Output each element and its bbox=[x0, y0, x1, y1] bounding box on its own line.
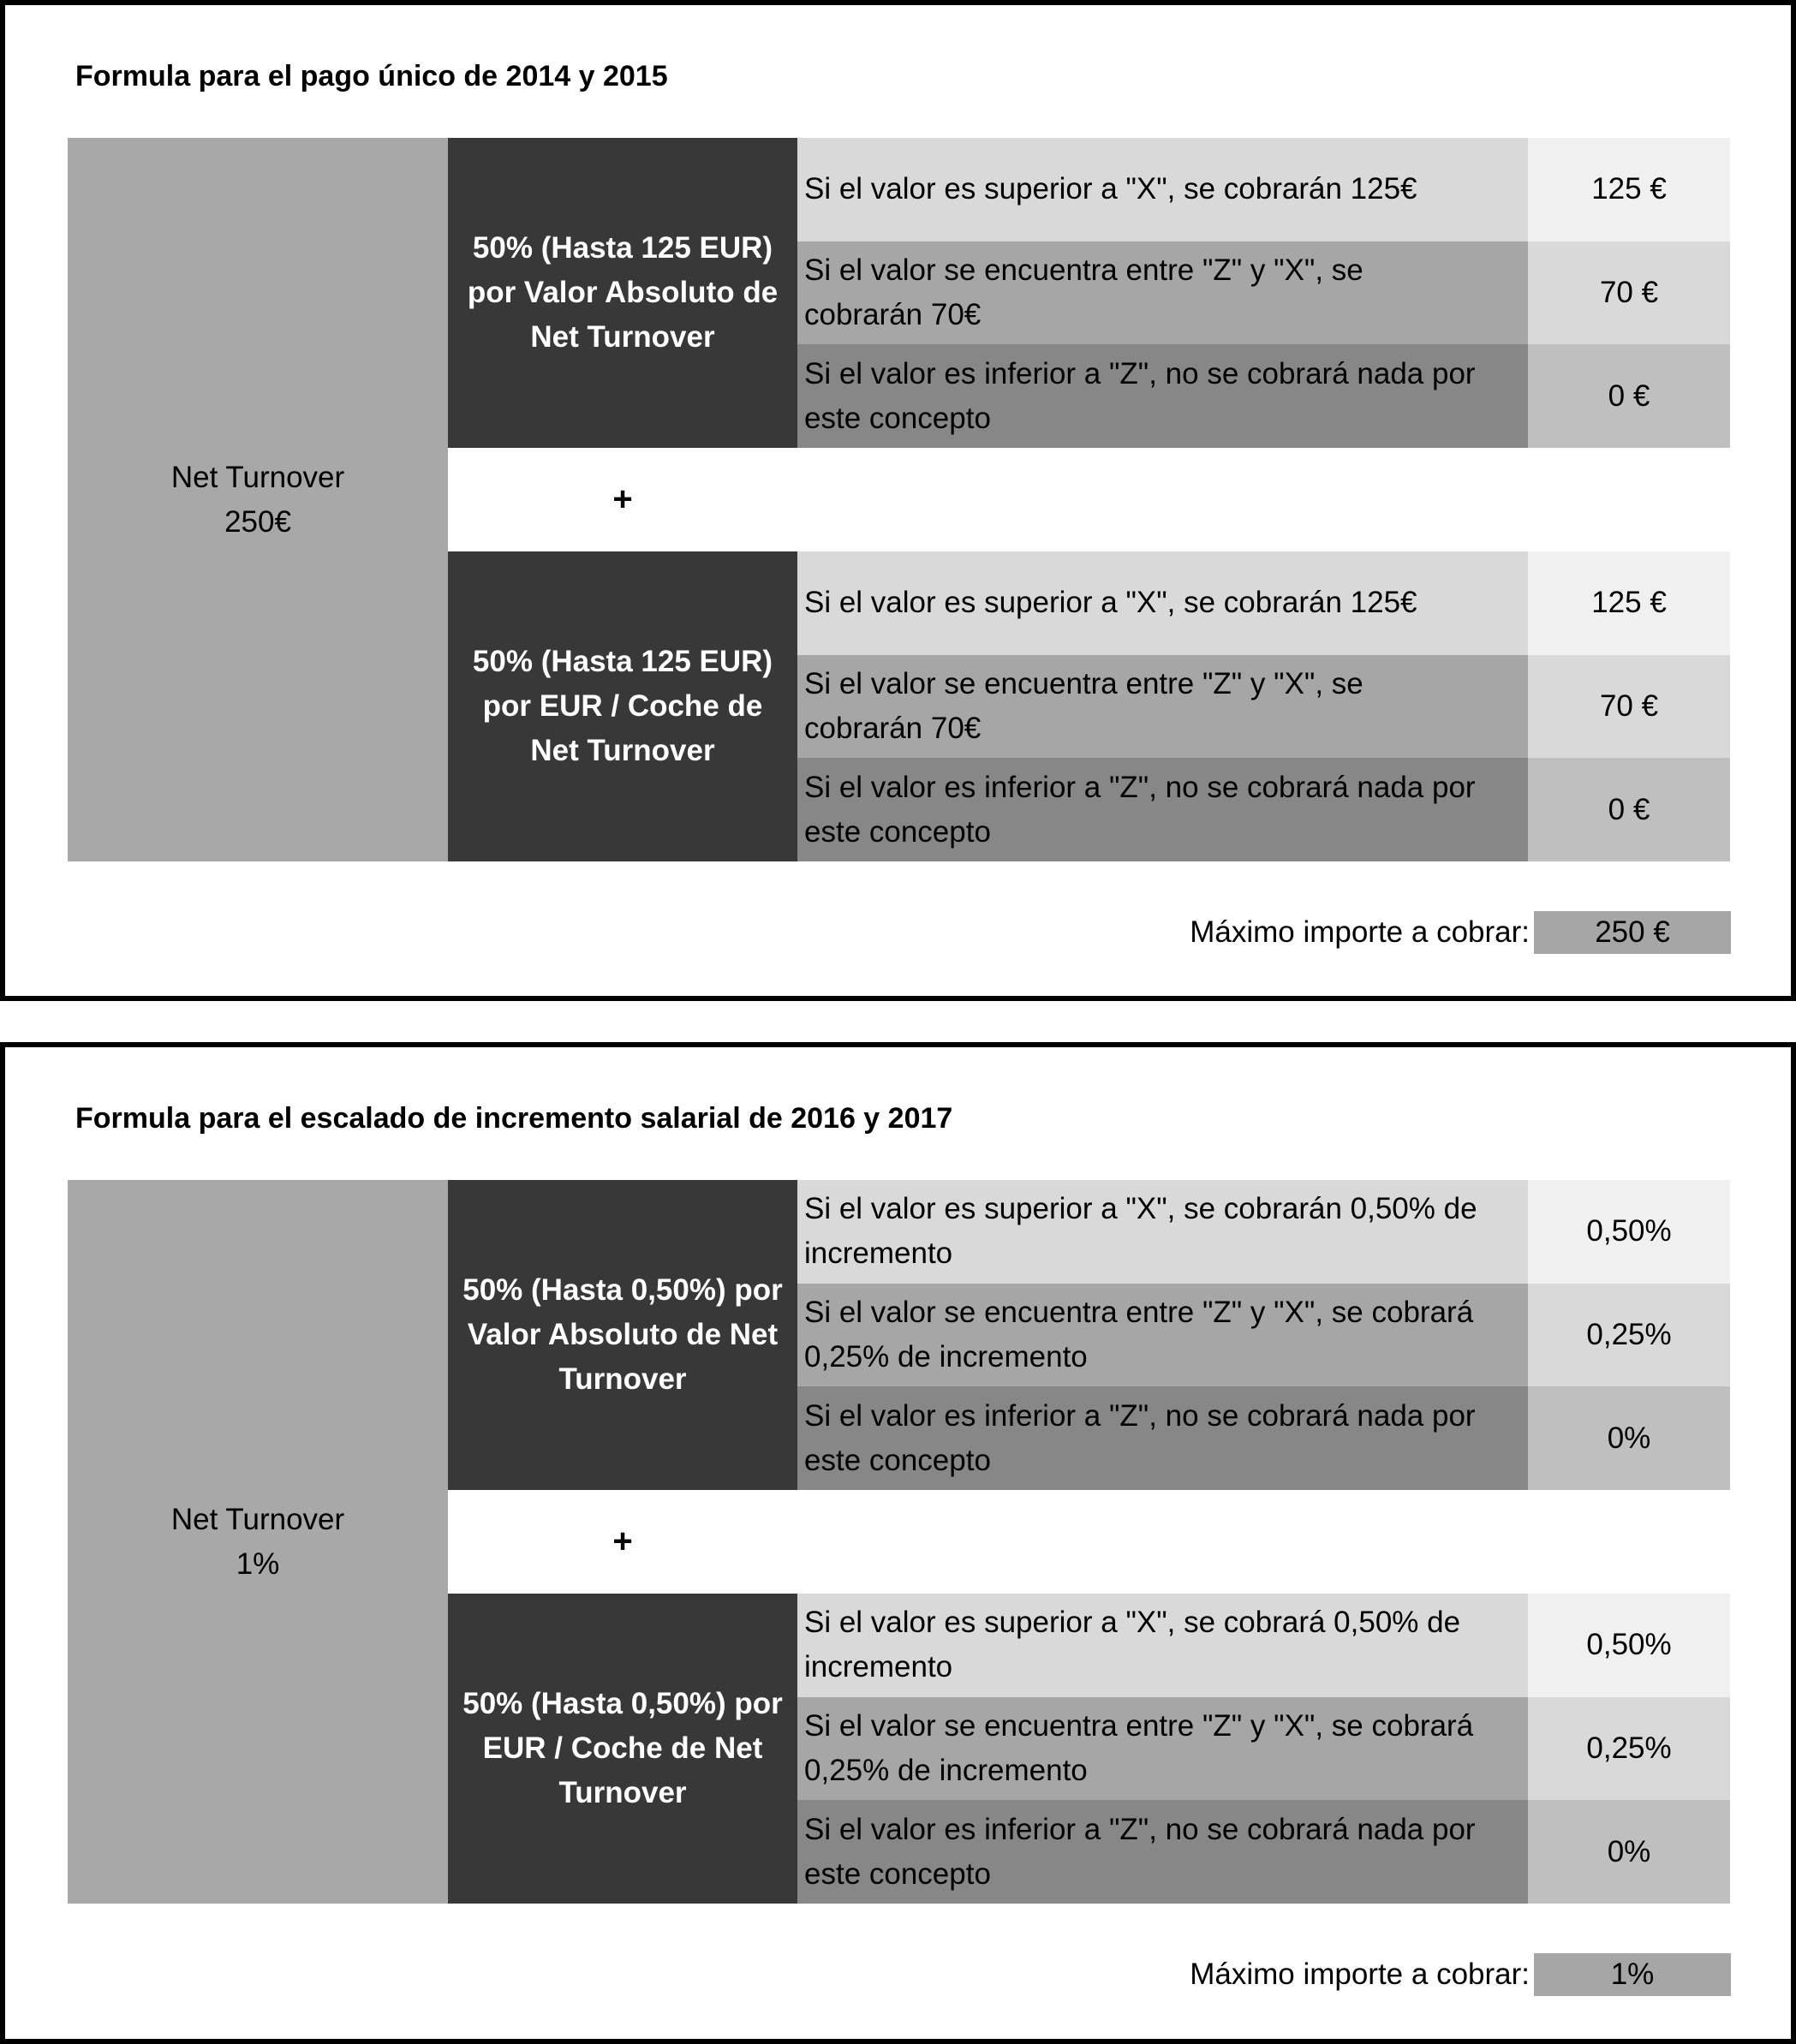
condition-text: 0,25% de incremento bbox=[804, 1753, 1088, 1787]
condition-entre bbox=[797, 241, 1528, 345]
condition-value: 0 € bbox=[1528, 758, 1730, 861]
condition-superior bbox=[797, 138, 1528, 241]
condition-value: 125 € bbox=[1528, 138, 1730, 241]
condition-text: este concepto bbox=[804, 1443, 991, 1477]
condition-value: 70 € bbox=[1528, 241, 1730, 345]
condition-value: 0,50% bbox=[1528, 1180, 1730, 1284]
condition-superior bbox=[797, 1180, 1528, 1284]
component-label-valor-absoluto bbox=[448, 138, 797, 448]
condition-superior bbox=[797, 1594, 1528, 1697]
net-turnover-total bbox=[68, 138, 448, 861]
condition-text: Si el valor es superior a "X", se cobrarán 125€ bbox=[804, 172, 1417, 206]
condition-entre bbox=[797, 1284, 1528, 1387]
component-label-line: por Valor Absoluto de bbox=[467, 276, 779, 310]
condition-text: Si el valor se encuentra entre "Z" y "X", se bbox=[804, 253, 1363, 288]
formula-table bbox=[68, 1180, 1730, 1904]
condition-text: cobrarán 70€ bbox=[804, 298, 982, 332]
condition-text: incremento bbox=[804, 1237, 953, 1271]
condition-text: Si el valor es inferior a "Z", no se cobrará nada por bbox=[804, 1398, 1476, 1433]
condition-text: incremento bbox=[804, 1650, 953, 1684]
component-label-line: 50% (Hasta 125 EUR) bbox=[472, 644, 773, 678]
condition-text: Si el valor se encuentra entre "Z" y "X", se cobrará bbox=[804, 1296, 1474, 1330]
plus-sign: + bbox=[448, 1490, 797, 1594]
max-amount-value: 1% bbox=[1534, 1953, 1731, 1996]
component-label-line: Turnover bbox=[558, 1362, 687, 1397]
component-label-line: 50% (Hasta 0,50%) por bbox=[462, 1273, 783, 1308]
net-turnover-label: Net Turnover bbox=[170, 460, 345, 494]
condition-entre bbox=[797, 1697, 1528, 1801]
condition-text: Si el valor es inferior a "Z", no se cobrará nada por bbox=[804, 770, 1476, 804]
condition-value: 70 € bbox=[1528, 655, 1730, 759]
condition-text: este concepto bbox=[804, 814, 991, 849]
component-label-line: Turnover bbox=[558, 1775, 687, 1809]
max-amount-label: Máximo importe a cobrar: bbox=[1190, 1958, 1530, 1991]
net-turnover-amount: 250€ bbox=[224, 504, 291, 539]
condition-text: Si el valor es superior a "X", se cobrarán 0,50% de bbox=[804, 1192, 1477, 1226]
component-label-valor-absoluto bbox=[448, 1180, 797, 1490]
component-label-line: Net Turnover bbox=[530, 320, 715, 355]
condition-inferior bbox=[797, 1386, 1528, 1490]
condition-inferior bbox=[797, 344, 1528, 448]
condition-text: este concepto bbox=[804, 1856, 991, 1891]
component-label-eur-coche bbox=[448, 1594, 797, 1904]
condition-entre bbox=[797, 655, 1528, 759]
max-amount-label: Máximo importe a cobrar: bbox=[1190, 915, 1530, 949]
condition-text: Si el valor es inferior a "Z", no se cobrará nada por bbox=[804, 1812, 1476, 1846]
max-amount-value: 250 € bbox=[1534, 911, 1731, 954]
net-turnover-label: Net Turnover bbox=[170, 1502, 345, 1536]
component-label-line: 50% (Hasta 0,50%) por bbox=[462, 1686, 783, 1720]
component-label-line: Net Turnover bbox=[530, 733, 715, 767]
net-turnover-amount: 1% bbox=[236, 1546, 280, 1581]
condition-text: este concepto bbox=[804, 401, 991, 435]
condition-text: cobrarán 70€ bbox=[804, 711, 982, 745]
condition-text: 0,25% de incremento bbox=[804, 1340, 1088, 1374]
condition-text: Si el valor es inferior a "Z", no se cobrará nada por bbox=[804, 356, 1476, 390]
condition-value: 0% bbox=[1528, 1800, 1730, 1904]
formula-table bbox=[68, 138, 1730, 861]
component-label-line: por EUR / Coche de bbox=[482, 688, 763, 723]
condition-value: 0 € bbox=[1528, 344, 1730, 448]
component-label-line: 50% (Hasta 125 EUR) bbox=[472, 231, 773, 265]
panel-incremento-salarial bbox=[0, 1042, 1796, 2044]
panel-title: Formula para el pago único de 2014 y 2015 bbox=[75, 60, 668, 92]
condition-text: Si el valor es superior a "X", se cobrarán 125€ bbox=[804, 586, 1417, 620]
component-label-line: EUR / Coche de Net bbox=[482, 1731, 763, 1765]
condition-inferior bbox=[797, 758, 1528, 861]
component-label-line: Valor Absoluto de Net bbox=[467, 1318, 779, 1352]
condition-value: 0,25% bbox=[1528, 1284, 1730, 1387]
condition-text: Si el valor se encuentra entre "Z" y "X", se bbox=[804, 666, 1363, 700]
condition-inferior bbox=[797, 1800, 1528, 1904]
panel-pago-unico bbox=[0, 0, 1796, 1001]
net-turnover-total bbox=[68, 1180, 448, 1904]
component-label-eur-coche bbox=[448, 551, 797, 861]
plus-sign: + bbox=[448, 448, 797, 551]
panel-title: Formula para el escalado de incremento salarial de 2016 y 2017 bbox=[75, 1102, 953, 1135]
condition-superior bbox=[797, 551, 1528, 655]
condition-text: Si el valor se encuentra entre "Z" y "X", se cobrará bbox=[804, 1708, 1474, 1743]
condition-value: 0,25% bbox=[1528, 1697, 1730, 1801]
condition-value: 0% bbox=[1528, 1386, 1730, 1490]
condition-value: 0,50% bbox=[1528, 1594, 1730, 1697]
condition-value: 125 € bbox=[1528, 551, 1730, 655]
condition-text: Si el valor es superior a "X", se cobrará 0,50% de bbox=[804, 1606, 1461, 1640]
